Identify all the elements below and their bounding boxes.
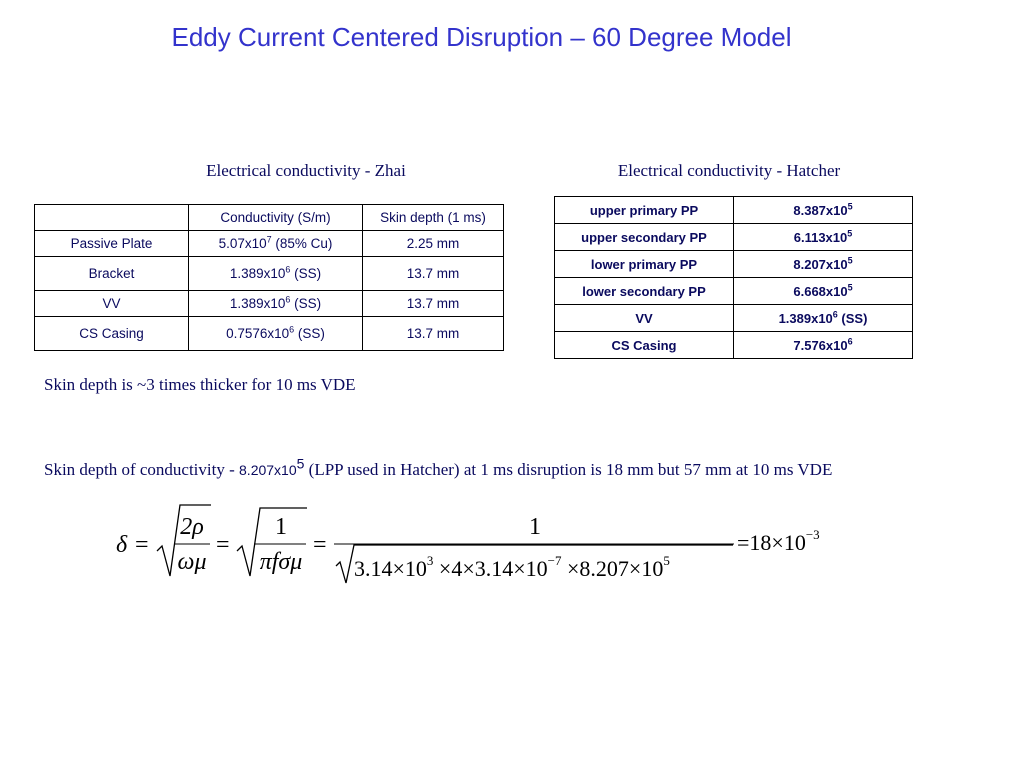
frac3-numerator: 1 xyxy=(529,514,541,540)
conductivity-cell: $1.389x10^6$ (SS) xyxy=(189,257,363,291)
row-name-cell: Passive Plate xyxy=(35,231,189,257)
row-name-cell: CS Casing xyxy=(555,332,734,359)
conductivity-cell: $0.7576x10^6$ (SS) xyxy=(189,317,363,351)
page-title: Eddy Current Centered Disruption – 60 Degree Model xyxy=(171,22,792,52)
row-name-cell: VV xyxy=(35,291,189,317)
conductivity-cell: $8.207x10^5$ xyxy=(734,251,913,278)
zhai-table-caption: Electrical conductivity - Zhai xyxy=(206,161,406,180)
conductivity-cell: $1.389x10^6$ (SS) xyxy=(734,305,913,332)
row-name-cell: Bracket xyxy=(35,257,189,291)
header-cell: Skin depth (1 ms) xyxy=(363,205,504,231)
frac1-denominator: ωμ xyxy=(177,549,207,575)
frac1-numerator: 2ρ xyxy=(180,514,204,540)
skin-depth-note: Skin depth is ~3 times thicker for 10 ms VDE xyxy=(44,375,356,394)
skin-depth-cell: 13.7 mm xyxy=(363,257,504,291)
conductivity-cell: $7.576x10^6$ xyxy=(734,332,913,359)
conductivity-cell: $5.07x10^7$ (85% Cu) xyxy=(189,231,363,257)
conductivity-cell: $6.668x10^5$ xyxy=(734,278,913,305)
row-name-cell: lower primary PP xyxy=(555,251,734,278)
skin-depth-cell: 13.7 mm xyxy=(363,317,504,351)
row-name-cell: upper secondary PP xyxy=(555,224,734,251)
conductivity-cell: $1.389x10^6$ (SS) xyxy=(189,291,363,317)
formula-equals: = xyxy=(313,532,327,558)
frac2-numerator: 1 xyxy=(275,514,287,540)
hatcher-table-caption: Electrical conductivity - Hatcher xyxy=(617,161,841,180)
frac2-denominator: πfσμ xyxy=(259,549,303,575)
row-name-cell: CS Casing xyxy=(35,317,189,351)
row-name-cell: VV xyxy=(555,305,734,332)
skin-depth-cell: 2.25 mm xyxy=(363,231,504,257)
frac3-denominator: $3.14\times 10^3 \times 4\times 3.14\times 10^{-7} \times 8.207\times 10^5$ xyxy=(354,553,670,581)
row-name-cell: lower secondary PP xyxy=(555,278,734,305)
conductivity-cell: $6.113x10^5$ xyxy=(734,224,913,251)
header-cell: Conductivity (S/m) xyxy=(189,205,363,231)
formula-equals: = xyxy=(216,532,230,558)
formula-delta: δ xyxy=(116,532,128,558)
skin-depth-conductivity-note: Skin depth of conductivity - $8.207x10^5$ (LPP used in Hatcher) at 1 ms disruption is 18 mm but 57 mm at 10 ms VDE xyxy=(44,455,833,479)
skin-depth-cell: 13.7 mm xyxy=(363,291,504,317)
row-name-cell: upper primary PP xyxy=(555,197,734,224)
conductivity-cell: $8.387x10^5$ xyxy=(734,197,913,224)
formula-equals: = xyxy=(135,532,149,558)
formula-result: $=18\times 10^{-3}$ xyxy=(737,527,820,555)
